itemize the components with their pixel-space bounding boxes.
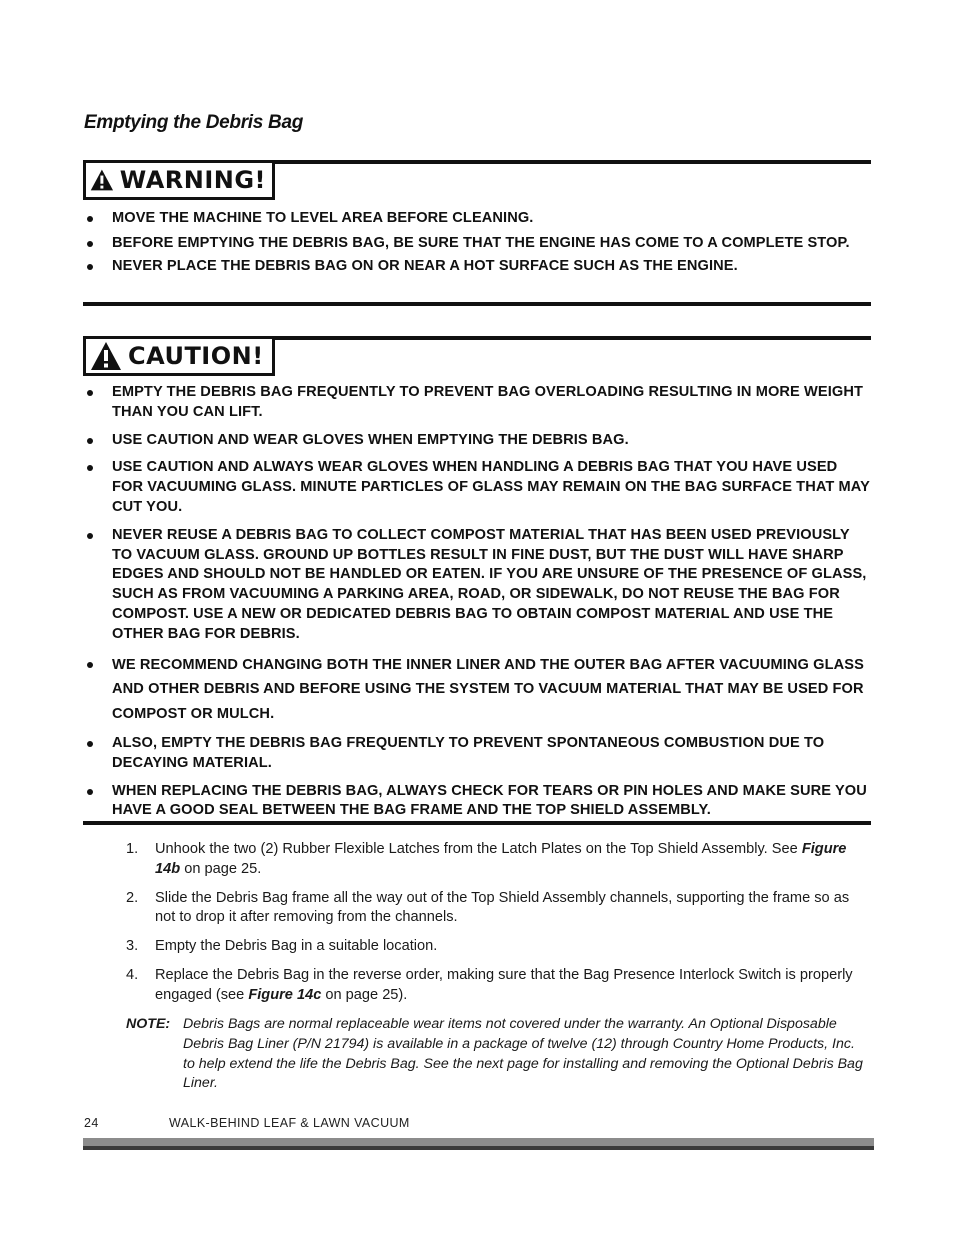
note-label: NOTE:	[126, 1016, 171, 1032]
figure-reference: Figure 14b	[155, 841, 847, 877]
bullet	[87, 741, 93, 747]
procedure-steps	[126, 840, 856, 1006]
warning-label-box	[83, 160, 275, 200]
note-paragraph	[126, 1015, 866, 1094]
bullet	[87, 390, 93, 396]
bullet	[87, 789, 93, 795]
bullet	[87, 662, 93, 668]
footer-rule-dark	[83, 1146, 874, 1150]
caution-item: ALSO, EMPTY THE DEBRIS BAG FREQUENTLY TO PREVENT SPONTANEOUS COMBUSTION DUE TO DECAYING MATERIAL.	[83, 734, 871, 774]
caution-triangle-icon	[90, 341, 122, 371]
caution-bottom-rule	[83, 821, 871, 825]
note-text: Debris Bags are normal replaceable wear items not covered under the warranty. An Optional Disposable Debris Bag Liner (P/N 21794) is available in a package of twelve (12) through Country Home Products, Inc. to help extend the life the Debris Bag. See the next page for installing and removing the Optional Debris Bag Liner.	[183, 1016, 863, 1092]
page-number: 24	[84, 1116, 99, 1130]
step-item: 1. Unhook the two (2) Rubber Flexible Latches from the Latch Plates on the Top Shield Assembly. See Figure 14b on page 25.	[126, 841, 847, 877]
warning-list	[83, 209, 871, 276]
warning-item: MOVE THE MACHINE TO LEVEL AREA BEFORE CLEANING.	[83, 209, 871, 229]
caution-item: WHEN REPLACING THE DEBRIS BAG, ALWAYS CHECK FOR TEARS OR PIN HOLES AND MAKE SURE YOU HAVE A GOOD SEAL BETWEEN THE BAG FRAME AND THE TOP SHIELD ASSEMBLY.	[83, 782, 871, 822]
warning-label: WARNING!	[119, 166, 266, 194]
step-item: 2. Slide the Debris Bag frame all the way out of the Top Shield Assembly channels, supporting the frame so as not to drop it after removing from the channels.	[126, 889, 850, 926]
bullet	[87, 465, 93, 471]
caution-label: CAUTION!	[128, 342, 264, 370]
warning-bottom-rule	[83, 302, 871, 306]
caution-item: USE CAUTION AND WEAR GLOVES WHEN EMPTYING THE DEBRIS BAG.	[83, 431, 871, 451]
bullet	[87, 216, 93, 222]
caution-item: USE CAUTION AND ALWAYS WEAR GLOVES WHEN HANDLING A DEBRIS BAG THAT YOU HAVE USED FOR VACUUMING GLASS. MINUTE PARTICLES OF GLASS MAY REMAIN ON THE BAG SURFACE THAT MAY CUT YOU.	[83, 458, 871, 517]
bullet	[87, 533, 93, 539]
caution-item: WE RECOMMEND CHANGING BOTH THE INNER LINER AND THE OUTER BAG AFTER VACUUMING GLASS AND OTHER DEBRIS AND BEFORE USING THE SYSTEM TO VACUUM MATERIAL THAT MAY BE USED FOR COMPOST OR MULCH.	[83, 653, 871, 727]
figure-reference: Figure 14c	[248, 986, 322, 1003]
footer-title: WALK-BEHIND LEAF & LAWN VACUUM	[169, 1116, 410, 1130]
caution-item: EMPTY THE DEBRIS BAG FREQUENTLY TO PREVENT BAG OVERLOADING RESULTING IN MORE WEIGHT THAN YOU CAN LIFT.	[83, 383, 871, 423]
caution-item: NEVER REUSE A DEBRIS BAG TO COLLECT COMPOST MATERIAL THAT HAS BEEN USED PREVIOUSLY TO VACUUM GLASS. GROUND UP BOTTLES RESULT IN FINE DUST, BUT THE DUST WILL HAVE SHARP EDGES AND SHOULD NOT BE HANDLED OR EATEN. IF YOU ARE UNSURE OF THE PRESENCE OF GLASS, SUCH AS FROM VACUUMING A PARKING AREA, ROAD, OR SIDEWALK, DO NOT REUSE THE BAG FOR COMPOST. USE A NEW OR DEDICATED DEBRIS BAG TO OBTAIN COMPOST MATERIAL AND USE THE OTHER BAG FOR DEBRIS.	[83, 526, 871, 645]
caution-label-box	[83, 336, 275, 376]
caution-block	[83, 336, 871, 829]
caution-list	[83, 383, 871, 821]
bullet	[87, 438, 93, 444]
warning-triangle-icon	[90, 165, 114, 195]
section-title: Emptying the Debris Bag	[84, 112, 304, 133]
warning-item: NEVER PLACE THE DEBRIS BAG ON OR NEAR A HOT SURFACE SUCH AS THE ENGINE.	[83, 257, 871, 277]
warning-item: BEFORE EMPTYING THE DEBRIS BAG, BE SURE THAT THE ENGINE HAS COME TO A COMPLETE STOP.	[83, 234, 871, 254]
bullet	[87, 264, 93, 270]
warning-block	[83, 160, 871, 310]
footer-rule	[83, 1138, 874, 1146]
bullet	[87, 241, 93, 247]
step-item: 4. Replace the Debris Bag in the reverse order, making sure that the Bag Presence Interlock Switch is properly engaged (see Figure 14c on page 25).	[126, 966, 853, 1003]
step-item: 3. Empty the Debris Bag in a suitable location.	[126, 938, 438, 955]
